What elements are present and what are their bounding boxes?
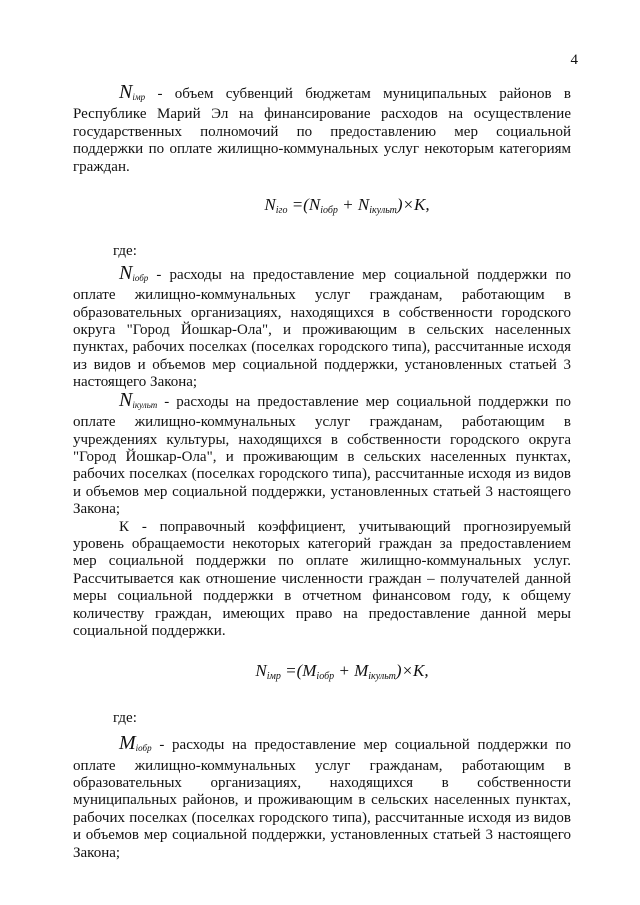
definition-n-iobr: $N_{iобр}$ - расходы на предоставление мер социальной поддержки по оплате жилищно-коммунальных услуг гражданам, работающим в образовательных организациях, находящихся в собственности городского округа "Город Йошкар-Ола", и проживающим в сельских населенных пунктах, рабочих поселках (поселках городского типа), рассчитанные исходя из видов и объемов мер социальной поддержки, установленных статьей 3 настоящего Закона; xyxy=(73,261,571,391)
definition-n-imr: $N_{імр}$ - объем субвенций бюджетам муниципальных районов в Республике Марий Эл на финансирование расходов на осуществление государственных полномочий по предоставлению мер социальной поддержки по оплате жилищно-коммунальных услуг некоторым категориям граждан. xyxy=(73,81,571,175)
symbol-n-ikult: $N_{iкульт}$ xyxy=(119,388,158,411)
where-label: где: xyxy=(113,709,137,726)
formula-n-imr: $N_{імр} =(M_{iобр} + M_{iкульт})\times K$, xyxy=(255,661,429,683)
page-number: 4 xyxy=(570,52,578,68)
symbol-m-iobr: $M_{iобр}$ xyxy=(119,732,152,755)
definition-m-iobr: $M_{iобр}$ - расходы на предоставление мер социальной поддержки по оплате жилищно-коммунальных услуг гражданам, работающим в образовательных организациях, находящихся в собственности муниципальных районов, и проживающим в сельских населенных пунктах, рабочих поселках (поселках городского типа), рассчитанные исходя из видов и объемов мер социальной поддержки, установленных статьей 3 настоящего Закона; xyxy=(73,732,571,861)
where-label: где: xyxy=(113,243,137,260)
symbol-n-iobr: $N_{iобр}$ xyxy=(119,261,149,284)
definition-n-ikult: $N_{iкульт}$ - расходы на предоставление мер социальной поддержки по оплате жилищно-коммунальных услуг гражданам, работающим в учреждениях культуры, находящихся в собственности городского округа "Город Йошкар-Ола", и проживающим в сельских населенных пунктах, рабочих поселках (поселках городского типа), рассчитанные исходя из видов и объемов мер социальной поддержки, установленных статьей 3 настоящего Закона; xyxy=(73,388,571,518)
page-content xyxy=(73,81,571,862)
formula-n-igo: $N_{ігo} =(N_{iобр} + N_{iкульт})\times K$, xyxy=(264,195,430,217)
definition-k: К - поправочный коэффициент, учитывающий прогнозируемый уровень обращаемости некоторых категорий граждан за предоставлением мер социальной поддержки по оплате жилищно-коммунальных услуг. Рассчитывается как отношение численности граждан – получателей данной меры социальной поддержки в отчетном финансовом году, к общему количеству граждан, имеющих право на предоставление данной меры социальной поддержки. xyxy=(73,518,571,639)
symbol-n-imr: $N_{імр}$ xyxy=(119,81,146,103)
